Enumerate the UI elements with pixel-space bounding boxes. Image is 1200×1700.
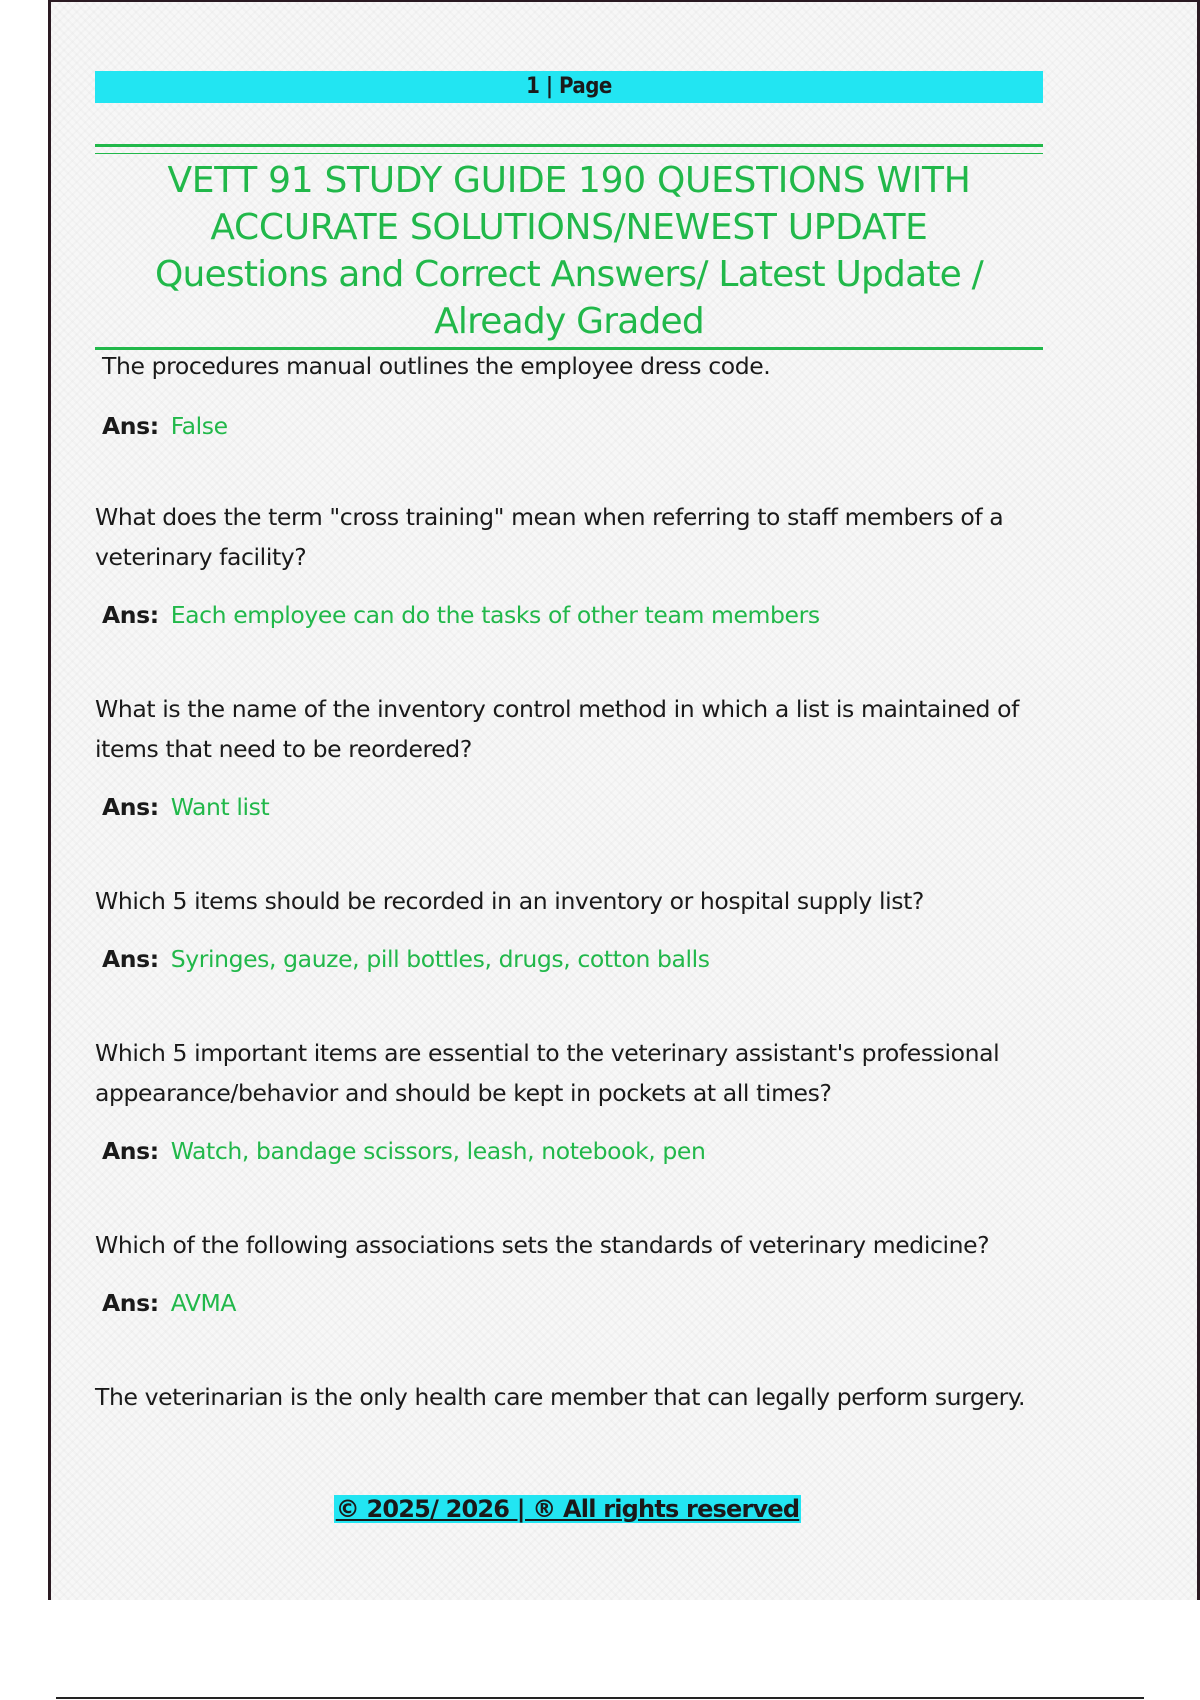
answer-row [95,787,1043,827]
qa-item-6 [95,1225,1043,1323]
answer-text: Watch, bandage scissors, leash, notebook, pen [170,1137,706,1165]
question-text-line-2: veterinary facility? [95,543,307,571]
answer-label: Ans: [102,1289,159,1317]
qa-item-3 [95,689,1043,827]
copyright-text: © 2025/ 2026 | ® All rights reserved [335,1495,800,1523]
answer-row [95,939,1043,979]
subtitle-line-2: Already Graded [434,301,704,342]
answer-row [95,595,1043,635]
copyright-footer [0,1493,1135,1525]
question-text: What is the name of the inventory control method in which a list is maintained of [95,695,1019,723]
answer-row [95,1283,1043,1323]
answer-label: Ans: [102,601,159,629]
answer-label: Ans: [102,945,159,973]
subtitle-line-1: Questions and Correct Answers/ Latest Update / [155,254,983,295]
title-top-rule [95,144,1043,147]
question-text: What does the term "cross training" mean when referring to staff members of a [95,503,1004,531]
title-line-2: ACCURATE SOLUTIONS/NEWEST UPDATE [210,207,928,248]
title-line-1: VETT 91 STUDY GUIDE 190 QUESTIONS WITH [167,160,971,201]
answer-label: Ans: [102,412,159,440]
answer-row [95,1131,1043,1171]
answer-label: Ans: [102,793,159,821]
question-text: The veterinarian is the only health care member that can legally perform surgery. [95,1383,1026,1411]
qa-item-2 [95,497,1043,635]
qa-item-1 [95,346,1043,446]
question-text: Which 5 items should be recorded in an inventory or hospital supply list? [95,887,924,915]
answer-text: Syringes, gauze, pill bottles, drugs, cotton balls [170,945,710,973]
answer-row [95,406,1043,446]
answer-text: Want list [170,793,270,821]
answer-text: False [170,412,228,440]
question-text-line-2: items that need to be reordered? [95,735,472,763]
question-text: The procedures manual outlines the employee dress code. [102,352,771,380]
qa-item-5 [95,1033,1043,1171]
page-bottom-rule [56,1697,1144,1699]
answer-label: Ans: [102,1137,159,1165]
question-text: Which of the following associations sets the standards of veterinary medicine? [95,1231,990,1259]
question-text-line-2: appearance/behavior and should be kept in pockets at all times? [95,1079,832,1107]
qa-item-7 [95,1377,1043,1417]
page-number-header: 1 | Page [95,71,1043,103]
answer-text: AVMA [170,1289,237,1317]
question-text: Which 5 important items are essential to the veterinary assistant's professional [95,1039,1000,1067]
title-top-rule-thin [95,153,1043,154]
answer-text: Each employee can do the tasks of other team members [170,601,820,629]
document-title [95,157,1043,345]
qa-item-4 [95,881,1043,979]
